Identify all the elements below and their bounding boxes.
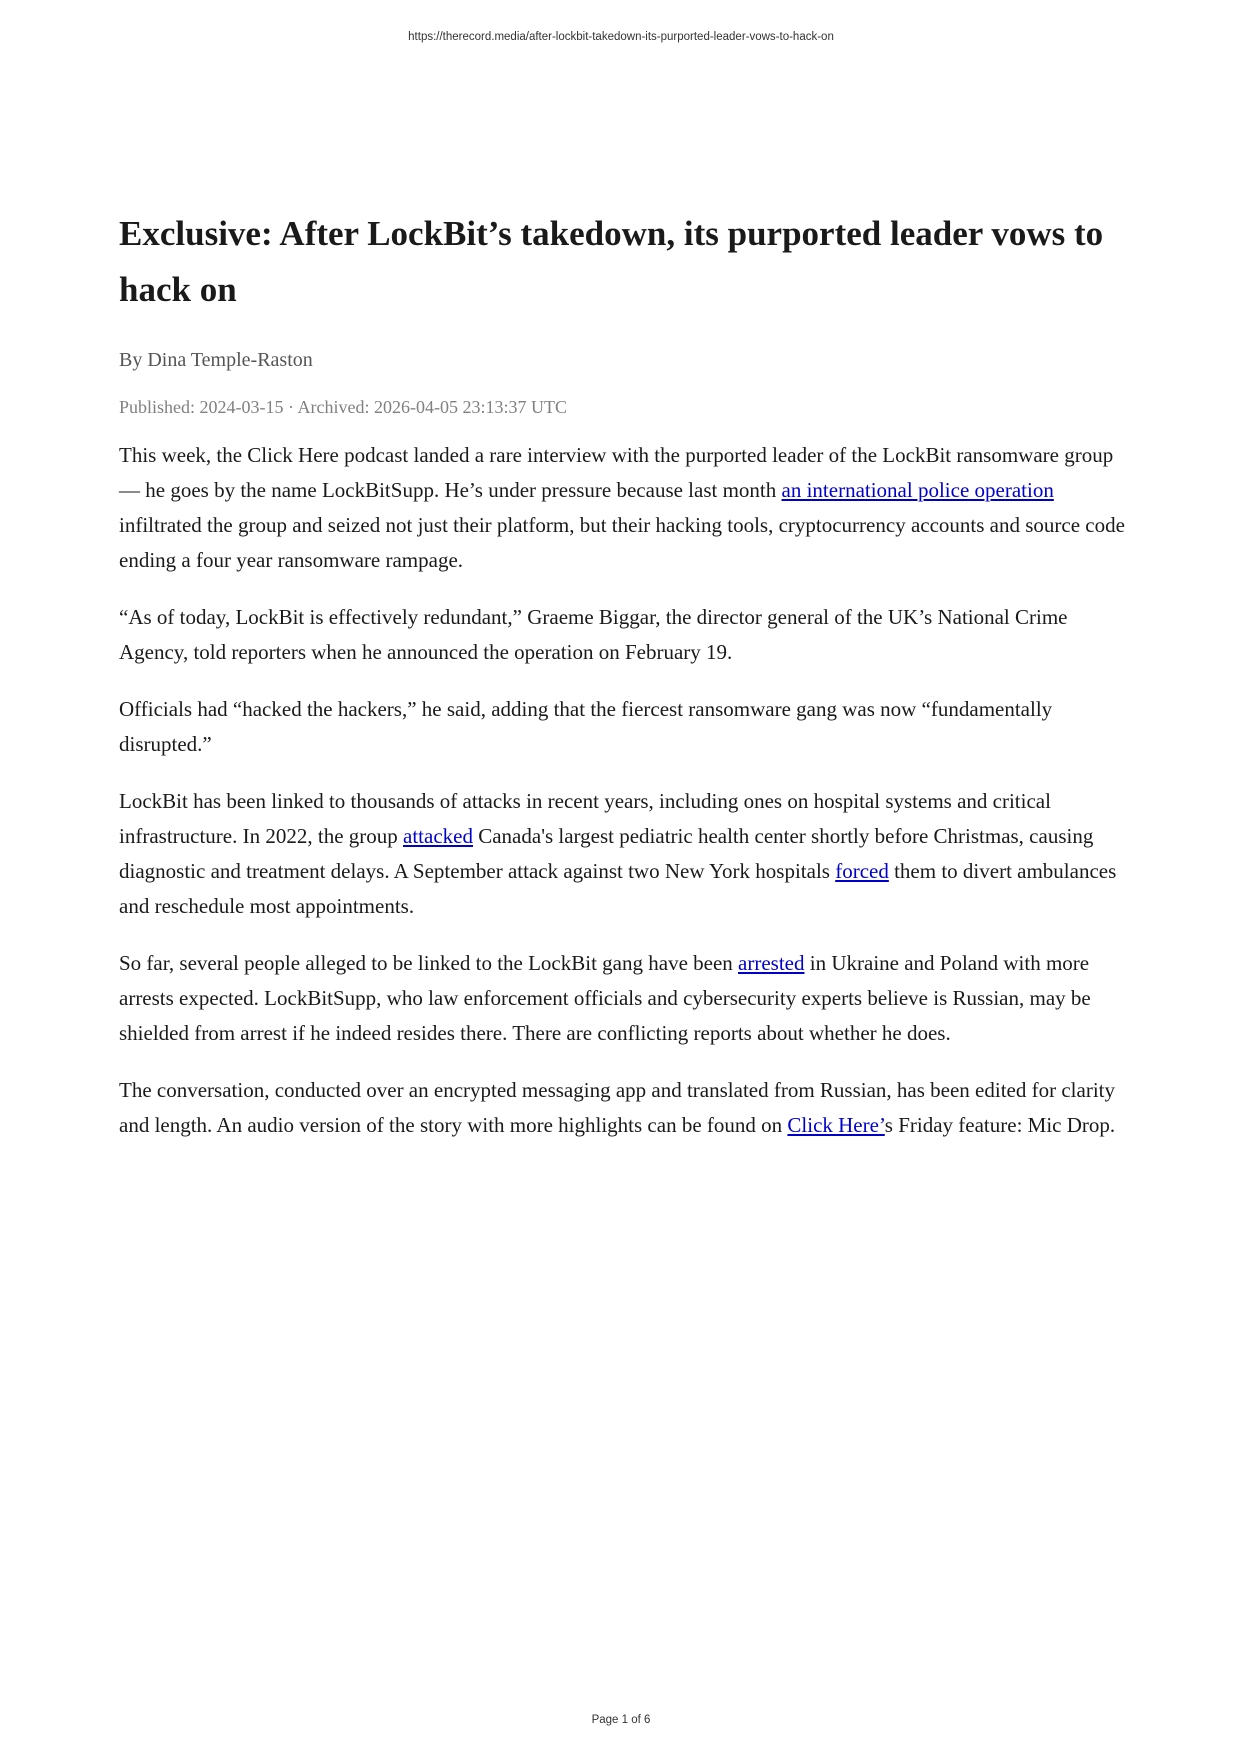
inline-link[interactable]: an international police operation: [781, 478, 1054, 502]
article-body: [119, 438, 1129, 1143]
article: [119, 206, 1129, 1165]
page-url: https://therecord.media/after-lockbit-takedown-its-purported-leader-vows-to-hack-on: [408, 31, 834, 43]
paragraph-text: This week, the Click Here podcast landed a rare interview with the purported leader of the LockBit ransomware group — he goes by the name LockBitSupp. He’s under pressure because last month: [119, 443, 1114, 502]
inline-link[interactable]: arrested: [738, 951, 805, 975]
paragraph-text: Officials had “hacked the hackers,” he said, adding that the fiercest ransomware gang was now “fundamentally disrupted.”: [119, 697, 1053, 756]
body-paragraph: [119, 692, 1129, 762]
paragraph-text: them to divert ambulances and reschedule most appointments.: [119, 859, 1117, 918]
body-paragraph: [119, 438, 1129, 578]
body-paragraph: [119, 784, 1129, 924]
body-paragraph: [119, 1073, 1129, 1143]
article-title: Exclusive: After LockBit’s takedown, its purported leader vows to hack on: [119, 214, 1104, 309]
publish-meta: Published: 2024-03-15 · Archived: 2026-04-05 23:13:37 UTC: [119, 397, 567, 417]
byline: By Dina Temple-Raston: [119, 349, 313, 371]
paragraph-text: So far, several people alleged to be linked to the LockBit gang have been: [119, 951, 739, 975]
paragraph-text: Canada's largest pediatric health center shortly before Christmas, causing diagnostic and treatment delays. A September attack against two New York hospitals: [119, 824, 1094, 883]
paragraph-text: in Ukraine and Poland with more arrests expected. LockBitSupp, who law enforcement officials and cybersecurity experts believe is Russian, may be shielded from arrest if he indeed resides there. There are conflicting reports about whether he does.: [119, 951, 1091, 1045]
inline-link[interactable]: forced: [835, 859, 889, 883]
body-paragraph: [119, 946, 1129, 1051]
paragraph-text: The conversation, conducted over an encrypted messaging app and translated from Russian, has been edited for clarity and length. An audio version of the story with more highlights can be found on: [119, 1078, 1115, 1137]
page-number: Page 1 of 6: [591, 1714, 651, 1726]
inline-link[interactable]: Click Here’: [787, 1113, 885, 1137]
paragraph-text: s Friday feature: Mic Drop.: [884, 1113, 1116, 1137]
paragraph-text: infiltrated the group and seized not just their platform, but their hacking tools, cryptocurrency accounts and source code ending a four year ransomware rampage.: [119, 513, 1125, 572]
paragraph-text: LockBit has been linked to thousands of attacks in recent years, including ones on hospital systems and critical infrastructure. In 2022, the group: [119, 789, 1051, 848]
inline-link[interactable]: attacked: [403, 824, 473, 848]
body-paragraph: [119, 600, 1129, 670]
paragraph-text: “As of today, LockBit is effectively redundant,” Graeme Biggar, the director general of the UK’s National Crime Agency, told reporters when he announced the operation on February 19.: [119, 605, 1068, 664]
